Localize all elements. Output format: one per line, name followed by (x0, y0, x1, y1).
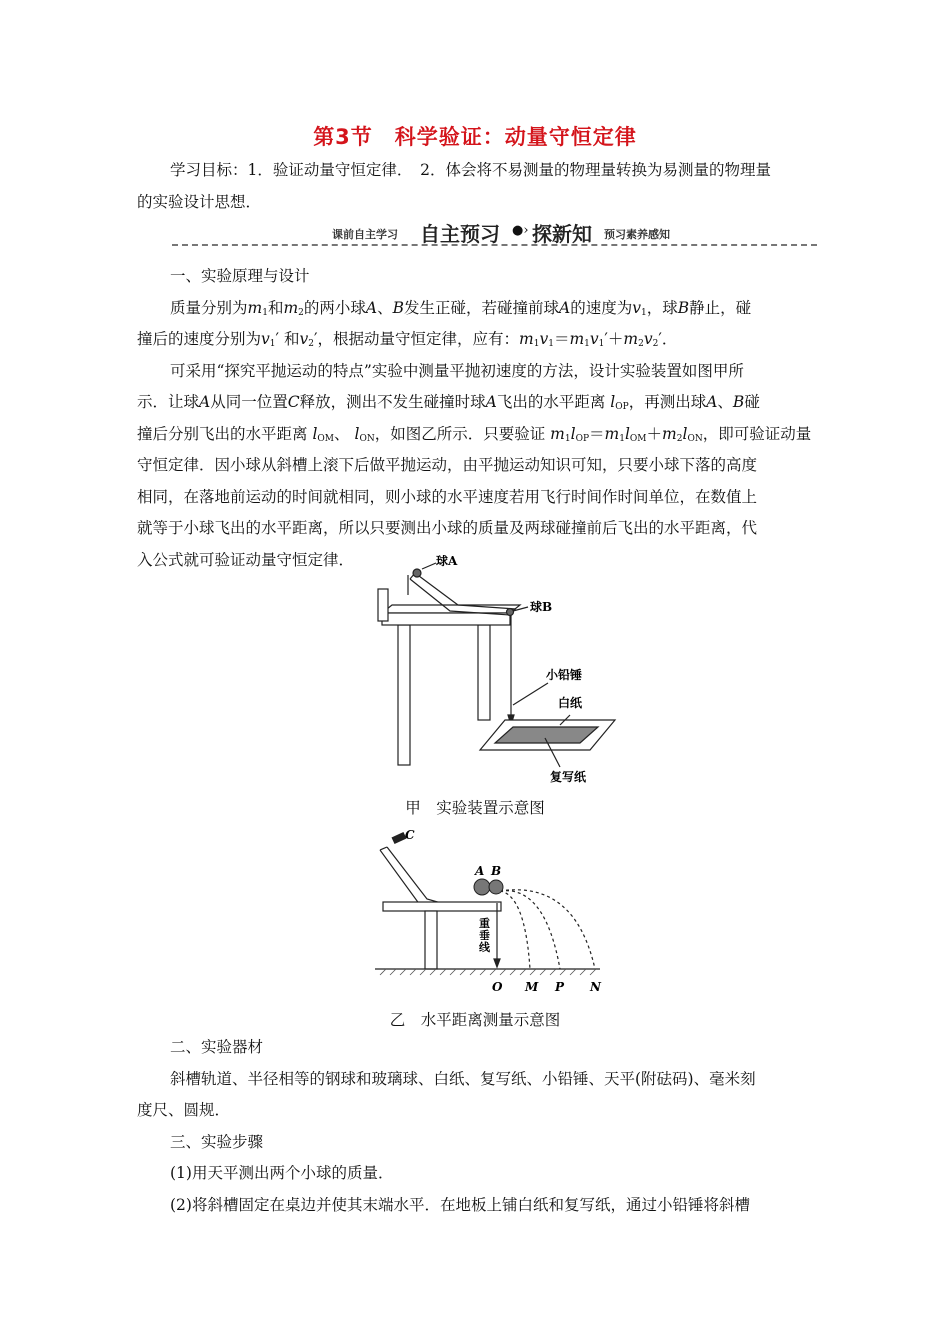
section-banner (172, 220, 817, 250)
label-plumb-1: 重 (479, 917, 490, 930)
banner-divider (172, 244, 817, 246)
banner-title-1: 自主预习 (420, 222, 500, 246)
label-o: O (492, 980, 503, 994)
label-carbon-paper: 复写纸 (550, 770, 587, 784)
para2-line-6: 就等于小球飞出的水平距离，所以只要测出小球的质量及两球碰撞前后飞出的水平距离，代 (137, 519, 758, 537)
table-leg (425, 911, 437, 969)
label-n: N (590, 980, 601, 994)
para2-line-3: 撞后分别飞出的水平距离 $l_{OM}$、 $l_{ON}$，如图乙所示．只要验证 $m_1l_{OP}=m_1l_{OM}+m_2l_{ON}$，即可验证动量 (137, 424, 812, 444)
ground-hatching (380, 969, 596, 975)
label-white-paper: 白纸 (558, 696, 583, 710)
para2-line-2: 示．让球A从同一位置C释放，测出不发生碰撞时球A飞出的水平距离 $l_{OP}$，再测出球A、B碰 (137, 393, 760, 412)
support-block (378, 589, 388, 621)
banner-arrow-icon: ●› (512, 223, 529, 238)
trajectory-p (500, 891, 560, 969)
table-leg-right (478, 625, 490, 720)
learning-goals (137, 155, 817, 218)
section1-heading: 一、实验原理与设计 (170, 267, 310, 285)
ball-b (507, 609, 514, 616)
ball-a (474, 879, 490, 895)
banner-right-text: 预习素养感知 (604, 228, 670, 241)
label-p: P (555, 980, 565, 994)
trajectory-m (500, 891, 530, 969)
label-plumb-3: 线 (479, 941, 490, 954)
label-ball-b: 球B (530, 600, 553, 614)
distance-figure (375, 825, 615, 995)
section-principle (137, 261, 817, 576)
banner-title-2: 探新知 (532, 222, 592, 246)
table-edge (382, 613, 510, 625)
goals-line-2: 的实验设计思想． (137, 192, 262, 211)
para2-line-5: 相同，在落地前运动的时间就相同，则小球的水平速度若用飞行时间作时间单位，在数值上 (137, 487, 758, 506)
ball-a (413, 569, 421, 577)
release-marker (392, 833, 405, 844)
para1-line-1: 质量分别为$m_1$和$m_2$的两小球A、B发生正碰，若碰撞前球A的速度为$v_1$，球B静止，碰 (170, 298, 752, 318)
para2-line-7: 入公式就可验证动量守恒定律． (137, 550, 355, 569)
section3-heading: 三、实验步骤 (170, 1132, 264, 1151)
label-plumb-2: 垂 (479, 929, 490, 942)
equipment-line-2: 度尺、圆规． (137, 1101, 231, 1119)
para2-line-1: 可采用“探究平抛运动的特点”实验中测量平抛初速度的方法，设计实验装置如图甲所 (170, 361, 744, 380)
label-ball-a: 球A (436, 555, 458, 568)
label-plumb-weight: 小铅锤 (546, 668, 583, 682)
para1-line-2: 撞后的速度分别为$v_1'$ 和$v_2'$，根据动量守恒定律，应有：$m_1v_1=m_1v_1'+m_2v_2'$． (137, 330, 678, 349)
table-leg-left (398, 625, 410, 765)
figure2-caption: 乙 水平距离测量示意图 (389, 1011, 561, 1029)
section-equipment (137, 1032, 817, 1221)
para2-line-4: 守恒定律．因小球从斜槽上滚下后做平抛运动，由平抛运动知识可知，只要小球下落的高度 (137, 456, 758, 474)
table-top (382, 605, 520, 613)
label-c: C (405, 828, 415, 842)
label-b: B (491, 864, 502, 878)
step-2: (2)将斜槽固定在桌边并使其末端水平．在地板上铺白纸和复写纸，通过小铅锤将斜槽 (170, 1195, 750, 1214)
banner-left-text: 课前自主学习 (332, 228, 398, 241)
page-title: 第3节 科学验证：动量守恒定律 (313, 125, 637, 149)
section2-heading: 二、实验器材 (170, 1038, 264, 1056)
apparatus-figure (370, 555, 630, 795)
goals-line-1: 学习目标：1．验证动量守恒定律． 2．体会将不易测量的物理量转换为易测量的物理量 (170, 161, 771, 179)
label-m: M (525, 980, 539, 994)
table-top-side (383, 902, 501, 911)
equipment-line-1: 斜槽轨道、半径相等的钢球和玻璃球、白纸、复写纸、小铅锤、天平(附砝码)、毫米刻 (170, 1069, 756, 1088)
ball-b (489, 880, 503, 894)
step-1: (1)用天平测出两个小球的质量． (170, 1164, 394, 1182)
chute-lower (415, 573, 516, 609)
label-a: A (475, 864, 485, 878)
figure1-caption: 甲 实验装置示意图 (405, 799, 545, 817)
